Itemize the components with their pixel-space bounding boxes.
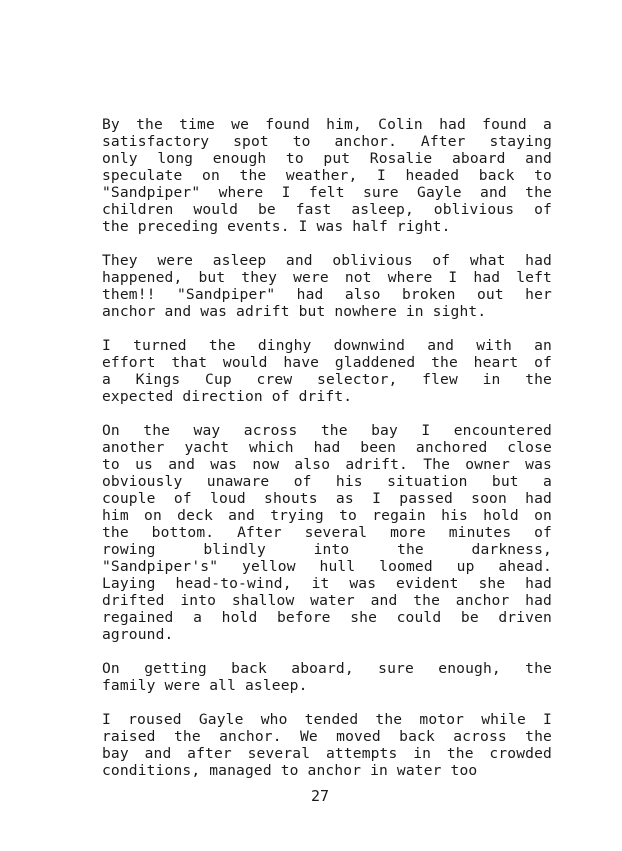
text-line: Laying head-to-wind, it was evident she had — [102, 575, 552, 592]
text-line: only long enough to put Rosalie aboard and — [102, 150, 552, 167]
text-line: bay and after several attempts in the crowded — [102, 745, 552, 762]
paragraph-4 — [102, 422, 552, 643]
text-line: obviously unaware of his situation but a — [102, 473, 552, 490]
text-line: I turned the dinghy downwind and with an — [102, 337, 552, 354]
text-line: aground. — [102, 626, 174, 643]
text-line: I roused Gayle who tended the motor while I — [102, 711, 552, 728]
text-line: a Kings Cup crew selector, flew in the — [102, 371, 552, 388]
text-line: By the time we found him, Colin had found a — [102, 116, 552, 133]
text-line: another yacht which had been anchored close — [102, 439, 552, 456]
text-line: effort that would have gladdened the heart of — [102, 354, 552, 371]
paragraph-3 — [102, 337, 552, 405]
text-line: satisfactory spot to anchor. After staying — [102, 133, 552, 150]
text-line: them!! "Sandpiper" had also broken out her — [102, 286, 552, 303]
text-line: "Sandpiper" where I felt sure Gayle and the — [102, 184, 552, 201]
text-line: conditions, managed to anchor in water too — [102, 762, 478, 779]
text-line: "Sandpiper's" yellow hull loomed up ahead. — [102, 558, 552, 575]
text-line: couple of loud shouts as I passed soon had — [102, 490, 552, 507]
text-line: the preceding events. I was half right. — [102, 218, 451, 235]
text-line: happened, but they were not where I had left — [102, 269, 552, 286]
body-text — [102, 116, 552, 796]
text-line: On getting back aboard, sure enough, the — [102, 660, 552, 677]
text-line: drifted into shallow water and the anchor had — [102, 592, 552, 609]
text-line: children would be fast asleep, oblivious of — [102, 201, 552, 218]
page-number: 27 — [310, 787, 330, 805]
text-line: family were all asleep. — [102, 677, 308, 694]
text-line: anchor and was adrift but nowhere in sight. — [102, 303, 487, 320]
paragraph-2 — [102, 252, 552, 320]
text-line: raised the anchor. We moved back across the — [102, 728, 552, 745]
text-line: On the way across the bay I encountered — [102, 422, 552, 439]
text-line: to us and was now also adrift. The owner was — [102, 456, 552, 473]
text-line: speculate on the weather, I headed back to — [102, 167, 552, 184]
paragraph-1 — [102, 116, 552, 235]
text-line: expected direction of drift. — [102, 388, 353, 405]
text-line: him on deck and trying to regain his hold on — [102, 507, 552, 524]
text-line: They were asleep and oblivious of what had — [102, 252, 552, 269]
text-line: regained a hold before she could be driven — [102, 609, 552, 626]
text-line: rowing blindly into the darkness, — [102, 541, 552, 558]
text-line: the bottom. After several more minutes of — [102, 524, 552, 541]
paragraph-5 — [102, 660, 552, 694]
paragraph-6 — [102, 711, 552, 779]
